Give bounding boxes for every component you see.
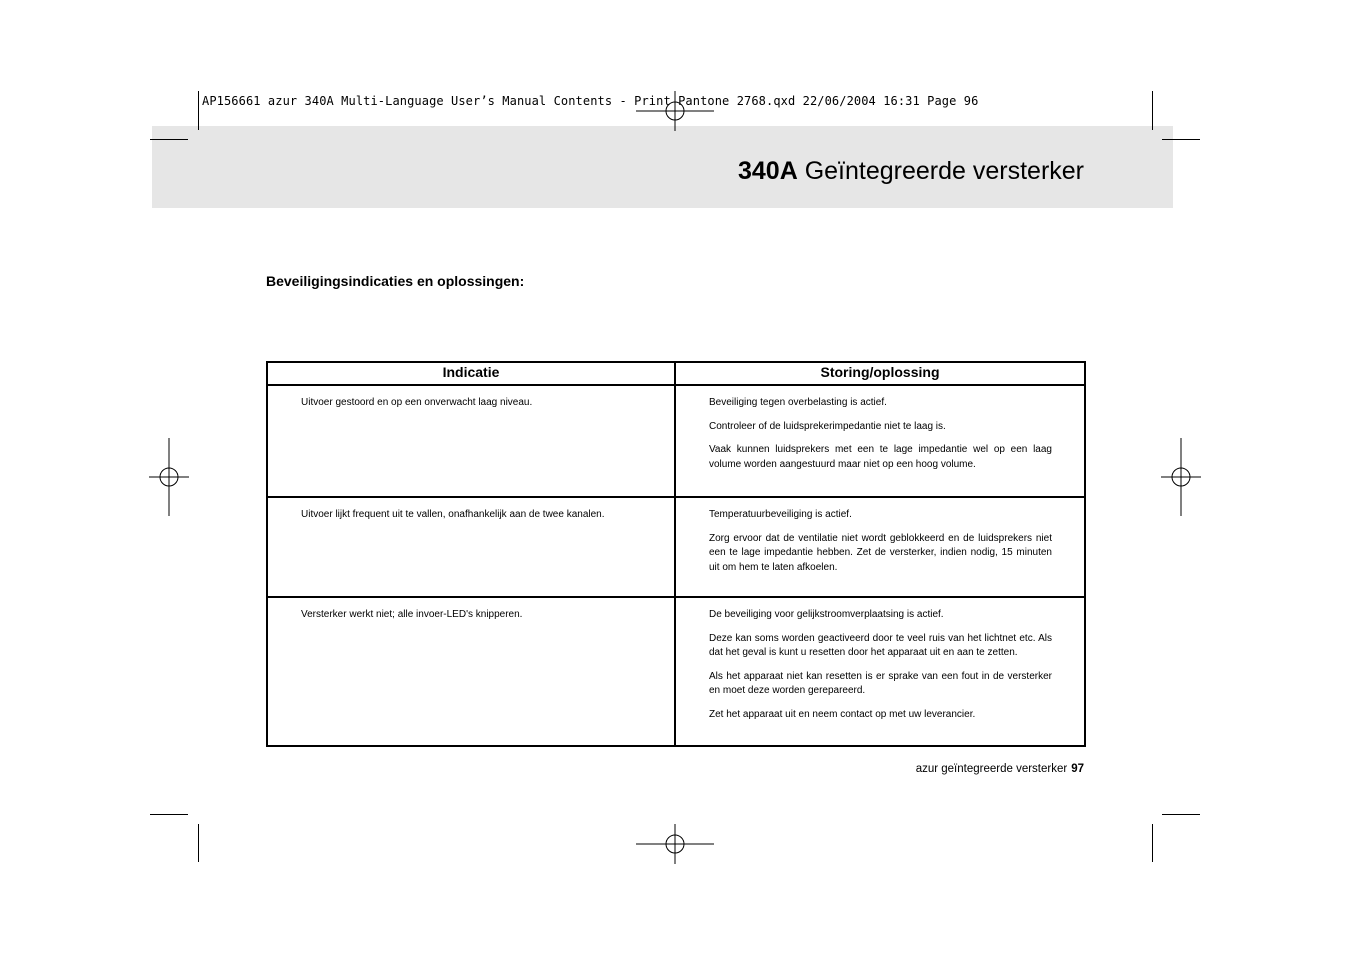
section-heading: Beveiligingsindicaties en oplossingen:	[266, 273, 525, 289]
title-text: Geïntegreerde versterker	[804, 157, 1084, 185]
page-title	[738, 157, 1084, 186]
indication-cell: Versterker werkt niet; alle invoer-LED's knipperen.	[267, 597, 675, 746]
indication-cell: Uitvoer lijkt frequent uit te vallen, onafhankelijk aan de twee kanalen.	[267, 497, 675, 597]
crop-mark	[198, 824, 199, 862]
model-number: 340A	[737, 157, 798, 185]
registration-mark-icon	[1161, 438, 1201, 516]
crop-mark	[150, 814, 188, 815]
page-number: 97	[1071, 763, 1084, 775]
crop-mark	[1162, 814, 1200, 815]
table-header-row	[267, 362, 1085, 385]
registration-mark-icon	[149, 438, 189, 516]
solution-cell	[675, 497, 1085, 597]
protection-table	[266, 361, 1086, 747]
crop-mark	[1162, 139, 1200, 140]
column-header-solution: Storing/oplossing	[675, 362, 1085, 385]
solution-cell	[675, 385, 1085, 497]
solution-text: De beveiliging voor gelijkstroomverplaatsing is actief.	[709, 609, 944, 620]
solution-text: Deze kan soms worden geactiveerd door te veel ruis van het lichtnet etc. Als dat het geval is kunt u resetten door het apparaat uit en aan te zetten.	[709, 632, 1052, 658]
registration-mark-icon	[636, 824, 714, 864]
solution-text: Controleer of de luidsprekerimpedantie niet te laag is.	[709, 420, 946, 432]
print-slug-line: AP156661 azur 340A Multi-Language User’s Manual Contents - Print Pantone 2768.qxd 22/06/2004 16:31 Page 96	[202, 94, 979, 108]
solution-cell	[675, 597, 1085, 746]
solution-text: Zorg ervoor dat de ventilatie niet wordt geblokkeerd en de luidsprekers niet een te lage impedantie hebben. Zet de versterker, indien nodig, 15 minuten uit om hem te laten afkoelen.	[709, 532, 1052, 573]
table-row	[267, 497, 1085, 597]
indication-cell: Uitvoer gestoord en op een onverwacht laag niveau.	[267, 385, 675, 497]
solution-text: Zet het apparaat uit en neem contact op met uw leverancier.	[709, 708, 976, 720]
crop-mark	[1152, 91, 1153, 130]
crop-mark	[1152, 824, 1153, 862]
crop-mark	[198, 91, 199, 130]
crop-mark	[150, 139, 188, 140]
table-row	[267, 385, 1085, 497]
table-row	[267, 597, 1085, 746]
solution-text: Als het apparaat niet kan resetten is er sprake van een fout in de versterker en moet deze worden gerepareerd.	[709, 670, 1052, 696]
registration-mark-icon	[636, 91, 714, 131]
solution-text: Beveiliging tegen overbelasting is actief.	[709, 397, 887, 408]
footer-text: azur geïntegreerde versterker	[915, 763, 1068, 775]
solution-text: Temperatuurbeveiliging is actief.	[709, 509, 852, 520]
solution-text: Vaak kunnen luidsprekers met een te lage impedantie wel op een laag volume worden aangestuurd maar niet op een hoog volume.	[709, 444, 1052, 470]
column-header-indication: Indicatie	[267, 362, 675, 385]
page-footer	[916, 763, 1084, 775]
